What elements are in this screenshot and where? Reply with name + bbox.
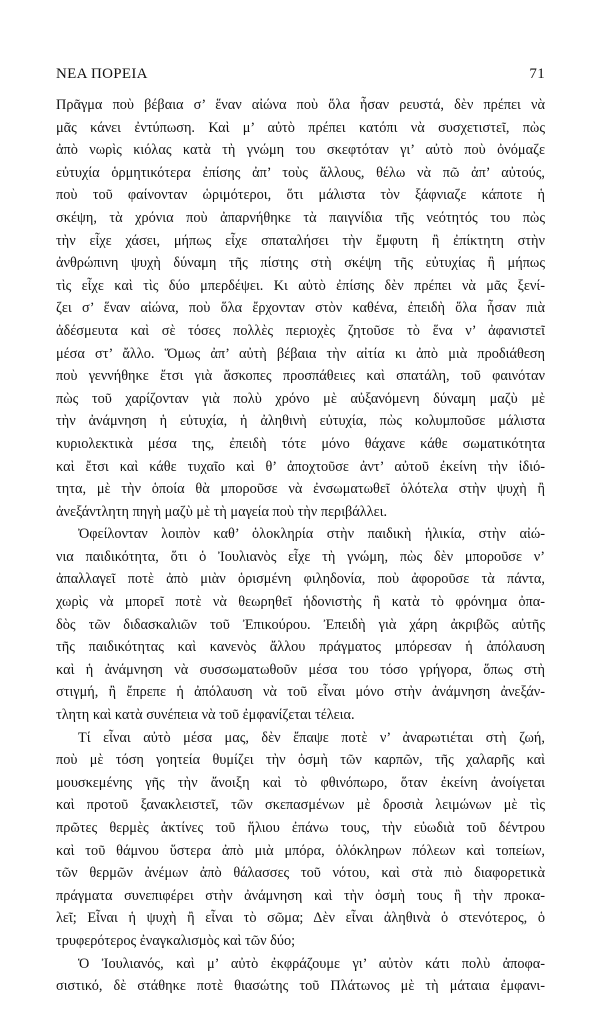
running-header [56, 66, 545, 86]
text-line: τὴν ἀνάμνηση ἡ εὐτυχία, ἡ ἀληθινὴ εὐτυχία, πὼς κολυμποῦσε μάλιστα [56, 413, 545, 430]
journal-title: ΝΕΑ ΠΟΡΕΙΑ [56, 66, 148, 82]
text-line: ζει σ’ ἕναν αἰώνα, ποὺ ὅλα ἔρχονταν στὸν καθένα, ἐπειδὴ ὅλα ἦσαν πιὰ [56, 300, 545, 317]
text-line: τὶς εἶχε καὶ τὶς δύο μπερδέψει. Κι αὐτὸ ἐπίσης δὲν πρέπει νὰ μᾶς ξενί- [56, 277, 545, 294]
text-line: καὶ ἔτσι καὶ κάθε τυχαῖο καὶ θ’ ἀποχτοῦσε ἀντ’ αὐτοῦ ἐκείνη τὴν ἰδιό- [56, 458, 545, 475]
text-line: καὶ ἡ ἀνάμνηση νὰ συσσωματωθοῦν μέσα του τόσο γρήγορα, ὅπως στὴ [56, 661, 545, 678]
text-line: δὸς τῶν διδασκαλιῶν τοῦ Ἐπικούρου. Ἐπειδὴ γιὰ χάρη ἀκριβῶς αὐτῆς [56, 616, 545, 633]
text-line: μουσκεμένης γῆς τὴν ἄνοιξη καὶ τὸ φθινόπωρο, ὅταν ἐκείνη ἀνοίγεται [56, 774, 545, 791]
text-line: ποὺ μὲ τόση γοητεία θυμίζει τὴν ὀσμὴ τῶν καρπῶν, τῆς χαλαρῆς καὶ [56, 752, 545, 769]
text-line: τητα, μὲ τὴν ὁποία θὰ μποροῦσε νὰ ἐνσωματωθεῖ ὁλότελα στὴν ψυχὴ ἢ [56, 481, 545, 498]
text-line: νια παιδικότητα, ὅτι ὁ Ἰουλιανὸς εἶχε τὴ γνώμη, πὼς δὲν μποροῦσε ν’ [56, 548, 545, 565]
text-line: ἀδέσμευτα καὶ σὲ τόσες πολλὲς περιοχὲς ζητοῦσε τὸ ἕνα ν’ ἀφανιστεῖ [56, 322, 545, 339]
text-line: Ὀφείλονταν λοιπὸν καθ’ ὁλοκληρία στὴν παιδικὴ ἡλικία, στὴν αἰώ- [78, 526, 545, 543]
text-line: σιστικό, δὲ στάθηκε ποτὲ θιασώτης τοῦ Πλάτωνος μὲ τὴ μάταια ἐμφανι- [56, 978, 545, 995]
text-line: ποὺ γεννήθηκε ἔτσι γιὰ ἄσκοπες προσπάθειες καὶ σπατάλη, τοῦ φαινόταν [56, 368, 545, 385]
text-line: καὶ τοῦ θάμνου ὕστερα ἀπὸ μιὰ μπόρα, ὁλόκληρων πόλεων καὶ τοπείων, [56, 842, 545, 859]
body-text [56, 94, 545, 998]
text-line: πρῶτες θερμὲς ἀκτίνες τοῦ ἥλιου ἐπάνω τους, τὴν εὐωδιὰ τοῦ δέντρου [56, 820, 545, 836]
text-line: Πρᾶγμα ποὺ βέβαια σ’ ἕναν αἰώνα ποὺ ὅλα ἦσαν ρευστά, δὲν πρέπει νὰ [56, 97, 545, 113]
text-line: τῆς παιδικότητας καὶ κανενὸς ἄλλου πράγματος μπόρεσαν ἡ ἀπόλαυση [56, 639, 545, 656]
text-line: στιγμή, ἢ ἔπρεπε ἡ ἀπόλαυση νὰ τοῦ εἶναι μόνο στὴν ἀνάμνηση ἀνεξάν- [56, 684, 545, 701]
text-line: ἀνθρώπινη ψυχὴ δύναμη τῆς πίστης στὴ σκέψη τῆς εὐτυχίας ἢ μήπως [56, 255, 545, 272]
text-line: κυριολεκτικὰ μέσα της, ἐπειδὴ τότε μόνο θάχανε κάθε σωματικότητα [56, 435, 545, 452]
text-line: ἀνεξάντλητη πηγὴ μαζὺ μὲ τὴ μαγεία ποὺ τὴν περιβάλλει. [56, 503, 388, 520]
text-line: ποὺ τοῦ φαίνονταν ὡριμότεροι, ὅτι μάλιστα τὸν ξάφνιαζε κάποτε ἡ [56, 187, 545, 204]
text-line: μέσα στ’ ἄλλο. Ὅμως ἀπ’ αὐτὴ βέβαια τὴν αἰτία κι ἀπὸ μιὰ προδιάθεση [56, 345, 545, 362]
text-line: καὶ προτοῦ ξανακλειστεῖ, τῶν σκεπασμένων μὲ δροσιὰ λειμώνων μὲ τὶς [56, 797, 545, 814]
text-line: Ὁ Ἰουλιανός, καὶ μ’ αὐτὸ ἐκφράζουμε γι’ αὐτὸν κάτι πολὺ ἀποφα- [78, 955, 545, 972]
text-line: τὴν εἶχε χάσει, μήπως εἶχε σπαταλήσει τὴν ἔμφυτη ἢ ἐπίκτητη στὴν [56, 232, 545, 249]
text-line: εὐτυχία ὁρμητικότερα ἐπίσης ἀπ’ τοὺς ἄλλους, θέλω νὰ πῶ ἀπ’ αὐτούς, [56, 164, 545, 181]
text-line: τλητη καὶ κατὰ συνέπεια νὰ τοῦ ἐμφανίζεται τέλεια. [56, 707, 355, 724]
text-line: πὼς τοῦ χαρίζονταν γιὰ πολὺ χρόνο μὲ αὐξανόμενη δύναμη μαζὺ μὲ [56, 390, 545, 407]
text-line: χωρὶς νὰ μπορεῖ ποτὲ νὰ θεωρηθεῖ ἡδονιστὴς ἢ κατὰ τὸ φρόνημα ὀπα- [56, 594, 545, 611]
page-number: 71 [529, 66, 545, 82]
text-line: ἀπὸ νωρὶς κιόλας κατὰ τὴ γνώμη του σκεφτόταν γι’ αὐτὸ ποὺ ὀνόμαζε [56, 142, 545, 159]
text-line: τρυφερότερος ἐναγκαλισμὸς καὶ τῶν δύο; [56, 932, 296, 949]
text-line: τῶν θερμῶν ἀνέμων ἀπὸ θάλασσες τοῦ νότου, καὶ στὰ πιὸ διαφορετικὰ [56, 865, 545, 882]
text-line: σκέψη, τὰ χρόνια ποὺ ἀπαρνήθηκε τὰ παιγνίδια τῆς νεότητός του πὼς [56, 209, 545, 226]
text-line: λεῖ; Εἶναι ἡ ψυχὴ ἢ εἶναι τὸ σῶμα; Δὲν εἶναι ἀληθινὰ ὁ στενότερος, ὁ [56, 910, 545, 927]
text-line: ἀπαλλαγεῖ ποτὲ ἀπὸ μιὰν ὁρισμένη φιληδονία, ποὺ ἀφοροῦσε τὰ πάντα, [56, 571, 545, 588]
text-line: Τί εἶναι αὐτὸ μέσα μας, δὲν ἔπαψε ποτὲ ν’ ἀναρωτιέται στὴ ζωή, [78, 729, 545, 746]
text-line: μᾶς κάνει ἐντύπωση. Καὶ μ’ αὐτὸ πρέπει κατόπι νὰ συσχετιστεῖ, πὼς [56, 119, 545, 136]
text-line: πράγματα συνεπιφέρει στὴν ἀνάμνηση καὶ τὴν ὀσμὴ τους ἢ τὴν προκα- [56, 887, 545, 904]
